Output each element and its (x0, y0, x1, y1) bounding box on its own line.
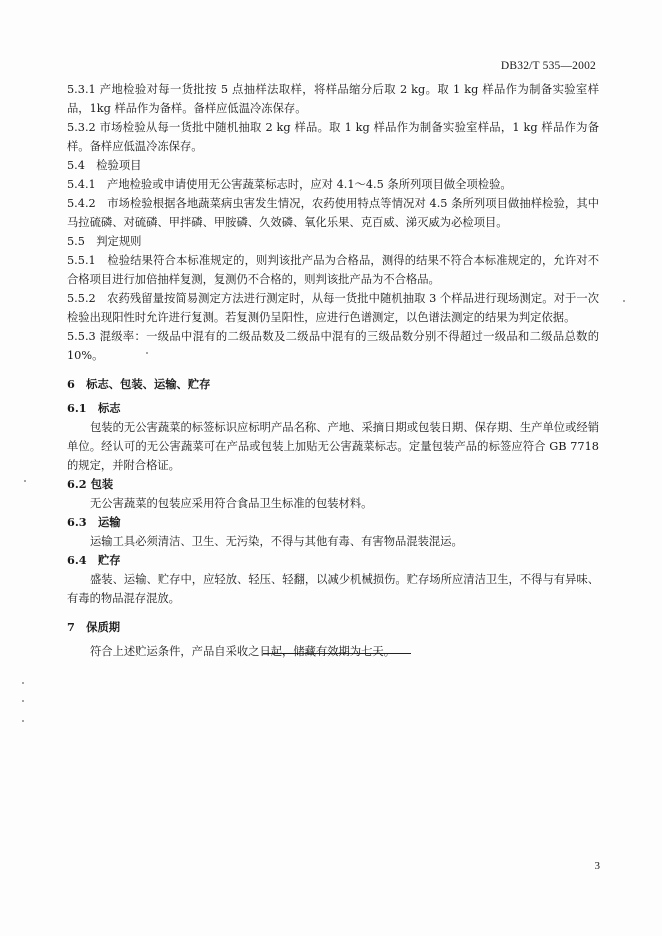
clause-7: 符合上述贮运条件，产品自采收之日起，储藏有效期为七天。 (90, 645, 396, 658)
document-code: DB32/T 535—2002 (500, 60, 596, 72)
heading-6-3: 6.3 运输 (67, 515, 121, 529)
document-body (67, 80, 599, 661)
page-number: 3 (594, 860, 600, 872)
spacer (67, 365, 599, 375)
clause-5-5-2: 5.5.2 农药残留量按简易测定方法进行测定时，从每一货批中随机抽取 3 个样品进行现场测定。对于一次检验出现阳性时允许进行复测。若复测仍呈阳性，应进行色谱测定，以色谱法测定的结果为判定依据。 (67, 292, 599, 324)
spacer (67, 608, 599, 618)
heading-5-4: 5.4 检验项目 (67, 159, 142, 172)
clause-6-1: 包装的无公害蔬菜的标签标识应标明产品名称、产地、采摘日期或包装日期、保存期、生产单位或经销单位。经认可的无公害蔬菜可在产品或包装上加贴无公害蔬菜标志。定量包装产品的标签应符合 GB 7718 的规定，并附合格证。 (67, 421, 599, 472)
scan-speck (146, 352, 148, 354)
clause-5-4-1: 5.4.1 产地检验或申请使用无公害蔬菜标志时，应对 4.1～4.5 条所列项目做全项检验。 (67, 178, 512, 191)
clause-6-3: 运输工具必须清洁、卫生、无污染，不得与其他有毒、有害物品混装混运。 (90, 535, 463, 548)
clause-5-3-1: 5.3.1 产地检验对每一货批按 5 点抽样法取样，将样品缩分后取 2 kg。取 1 kg 样品作为制备实验室样品，1kg 样品作为备样。备样应低温冷冻保存。 (67, 83, 599, 115)
end-rule (263, 653, 411, 654)
heading-6-2: 6.2 包装 (67, 477, 114, 491)
heading-6-1: 6.1 标志 (67, 401, 121, 415)
heading-5-5: 5.5 判定规则 (67, 235, 142, 248)
clause-5-5-3: 5.5.3 混级率：一级品中混有的二级品数及二级品中混有的三级品数分别不得超过一级品和二级品总数的 10%。 (67, 330, 599, 362)
scan-speck (22, 682, 24, 684)
heading-6: 6 标志、包装、运输、贮存 (67, 377, 211, 391)
clause-5-5-1: 5.5.1 检验结果符合本标准规定的，则判该批产品为合格品，测得的结果不符合本标准规定的，允许对不合格项目进行加倍抽样复测，复测仍不合格的，则判该批产品为不合格品。 (67, 254, 599, 286)
clause-5-3-2: 5.3.2 市场检验从每一货批中随机抽取 2 kg 样品。取 1 kg 样品作为制备实验室样品，1 kg 样品作为备样。备样应低温冷冻保存。 (67, 121, 599, 153)
clause-6-2: 无公害蔬菜的包装应采用符合食品卫生标准的包装材料。 (90, 497, 373, 510)
heading-7: 7 保质期 (67, 620, 121, 634)
scan-speck (22, 720, 24, 722)
scan-speck (623, 300, 625, 302)
heading-6-4: 6.4 贮存 (67, 553, 121, 567)
clause-6-4: 盛装、运输、贮存中，应轻放、轻压、轻翻，以减少机械损伤。贮存场所应清洁卫生，不得与有异味、有毒的物品混存混放。 (67, 573, 599, 605)
scan-speck (24, 480, 26, 482)
scan-speck (22, 700, 24, 702)
clause-5-4-2: 5.4.2 市场检验根据各地蔬菜病虫害发生情况，农药使用特点等情况对 4.5 条所列项目做抽样检验，其中马拉硫磷、对硫磷、甲拌磷、甲胺磷、久效磷、氧化乐果、克百威、涕灭威为必检项目。 (67, 197, 599, 229)
